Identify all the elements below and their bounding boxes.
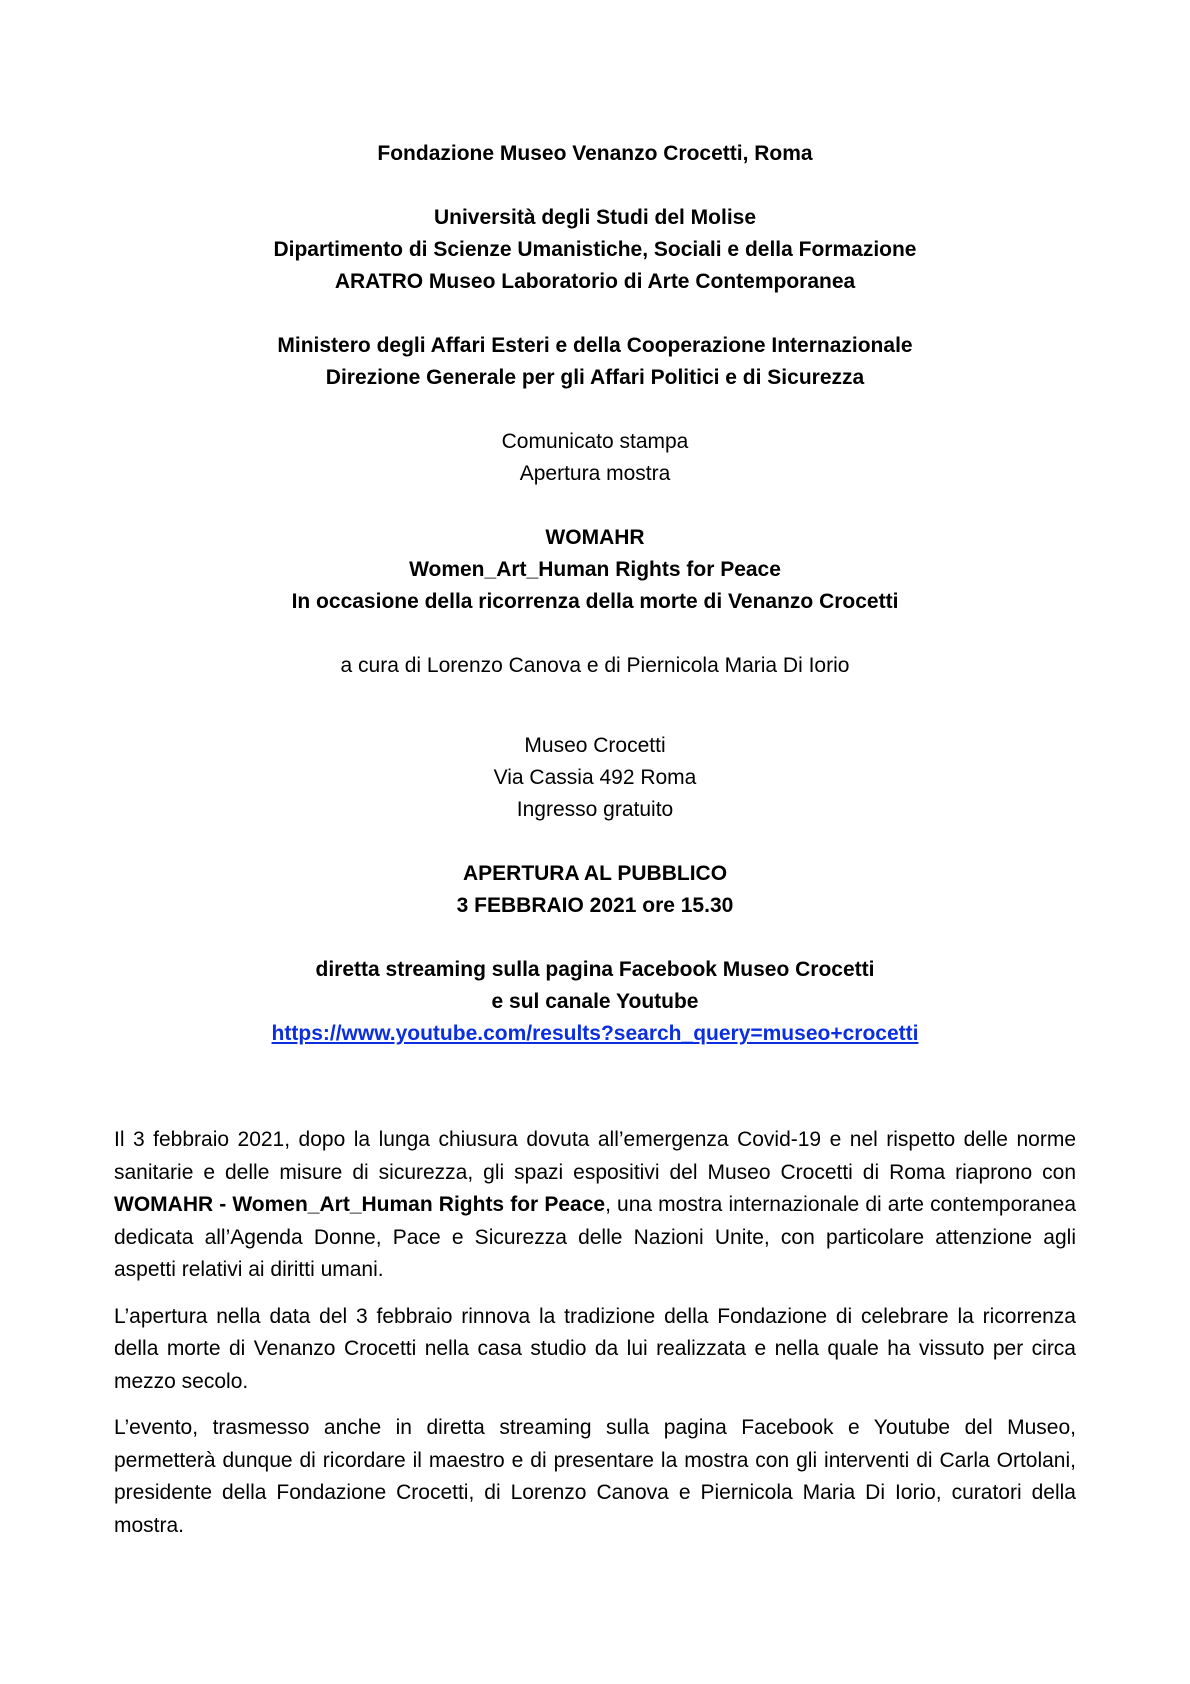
exhibition-opening-label: Apertura mostra bbox=[519, 462, 671, 485]
press-release-block bbox=[0, 426, 1190, 490]
exhibition-title: WOMAHR bbox=[545, 526, 645, 549]
venue-address: Via Cassia 492 Roma bbox=[493, 766, 697, 789]
university-name: Università degli Studi del Molise bbox=[433, 206, 757, 229]
exhibition-subtitle: Women_Art_Human Rights for Peace bbox=[409, 558, 781, 581]
opening-block bbox=[0, 858, 1190, 922]
body-paragraphs bbox=[114, 1124, 1076, 1542]
ministry-direction: Direzione Generale per gli Affari Politici e di Sicurezza bbox=[325, 366, 865, 389]
body-paragraph-1-highlight: WOMAHR - Women_Art_Human Rights for Peace bbox=[114, 1193, 606, 1216]
header-ministry bbox=[0, 330, 1190, 394]
curators-line: a cura di Lorenzo Canova e di Piernicola Maria Di Iorio bbox=[340, 654, 850, 677]
aratro-museum: ARATRO Museo Laboratorio di Arte Contemporanea bbox=[334, 270, 856, 293]
opening-date: 3 FEBBRAIO 2021 ore 15.30 bbox=[456, 894, 734, 917]
header-foundation bbox=[0, 138, 1190, 170]
venue-name: Museo Crocetti bbox=[524, 734, 666, 757]
press-release-label: Comunicato stampa bbox=[501, 430, 689, 453]
department-name: Dipartimento di Scienze Umanistiche, Sociali e della Formazione bbox=[273, 238, 917, 261]
youtube-link[interactable]: https://www.youtube.com/results?search_query=museo+crocetti bbox=[271, 1022, 919, 1045]
venue-block bbox=[0, 730, 1190, 826]
foundation-name: Fondazione Museo Venanzo Crocetti, Roma bbox=[377, 142, 813, 165]
header-university bbox=[0, 202, 1190, 298]
exhibition-occasion: In occasione della ricorrenza della morte di Venanzo Crocetti bbox=[291, 590, 899, 613]
ministry-name: Ministero degli Affari Esteri e della Cooperazione Internazionale bbox=[277, 334, 913, 357]
body-paragraph-3: L’evento, trasmesso anche in diretta streaming sulla pagina Facebook e Youtube del Museo, permetterà dunque di ricordare il maestro e di presentare la mostra con gli interventi di Carla Ortolani, presidente della Fondazione Crocetti, di Lorenzo Canova e Piernicola Maria Di Iorio, curatori della mostra. bbox=[114, 1416, 1076, 1537]
body-paragraph-1-end: , una mostra internazionale di arte contemporanea dedicata all’Agenda Donne, Pace e Sicurezza delle Nazioni Unite, con particolare attenzione agli aspetti relativi ai diritti umani. bbox=[114, 1193, 1077, 1281]
exhibition-block bbox=[0, 522, 1190, 618]
opening-label: APERTURA AL PUBBLICO bbox=[462, 862, 728, 885]
body-paragraph-1 bbox=[114, 1124, 1076, 1287]
body-paragraph-2: L’apertura nella data del 3 febbraio rinnova la tradizione della Fondazione di celebrare la ricorrenza della morte di Venanzo Crocetti nella casa studio da lui realizzata e nella quale ha vissuto per circa mezzo secolo. bbox=[114, 1304, 1076, 1393]
streaming-facebook: diretta streaming sulla pagina Facebook Museo Crocetti bbox=[315, 958, 875, 981]
streaming-youtube: e sul canale Youtube bbox=[491, 990, 699, 1013]
venue-entry: Ingresso gratuito bbox=[516, 798, 674, 821]
curators-block bbox=[0, 650, 1190, 682]
body-paragraph-1-start: Il 3 febbraio 2021, dopo la lunga chiusura dovuta all’emergenza Covid-19 e nel rispetto delle norme sanitarie e delle misure di sicurezza, gli spazi espositivi del Museo Crocetti di Roma riaprono con bbox=[114, 1128, 1076, 1184]
streaming-block bbox=[0, 954, 1190, 1050]
